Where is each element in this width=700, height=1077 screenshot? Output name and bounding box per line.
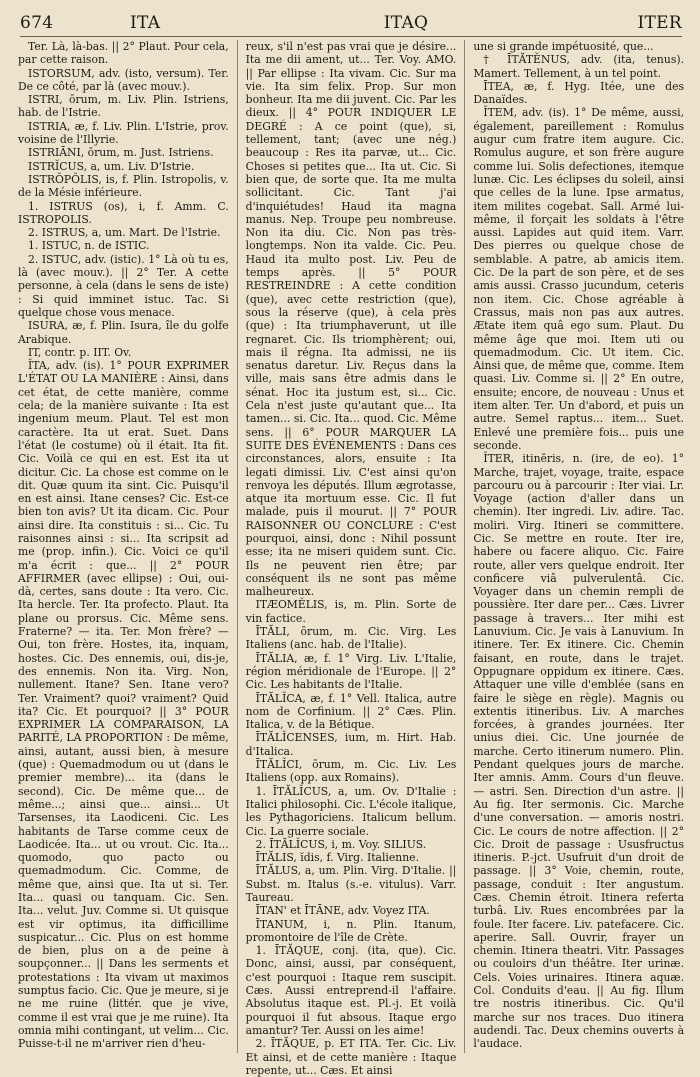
dictionary-entry: ĪTAN' et ĪTĀNE, adv. Voyez ITA. bbox=[255, 904, 430, 918]
dictionary-entry: IT, contr. p. IIT. Ov. bbox=[28, 345, 132, 359]
dictionary-entry: ĬTEM, adv. (is). 1° De même, aussi, également, pareillement : Romulus augur cum fratre item augure. Cic. Romulus augure, et son frère augure comme lui. Solis defectiones, itemque lunæ. Cic. Les éclipses du soleil, ainsi que celles de la lune. Ipse armatus, item milites cogebat. Sall. Armé lui-même, il forçait les soldats à l'être aussi. Lapides aut quid item. Varr. Des pierres ou quelque chose de semblable. A patre, ab amicis item. Cic. De la part de son père, et de ses amis aussi. Crasso jucundum, ceteris non item. Cic. Chose agréable à Crassus, mais non pas aux autres. Ætate item quâ ego sum. Plaut. Du même âge que moi. Item uti ou quemadmodum. Cic. Ut item. Cic. Ainsi que, de même que, comme. Item quasi. Liv. Comme si. || 2° En outre, ensuite; encore, de nouveau : Unus et item alter. Ter. Un d'abord, et puis un autre. Semel raptus... item... Suet. Enlevé une première fois... puis une seconde. bbox=[473, 106, 685, 452]
dictionary-entry: 2. ĪTĂQUE, p. ET ITA. Ter. Cic. Liv. Et ainsi, et de cette manière : Itaque repente, ut... Cæs. Et ainsi bbox=[245, 1037, 457, 1077]
dictionary-entry: ĪTĂLĬCENSES, ium, m. Hirt. Hab. d'Italica. bbox=[245, 731, 457, 758]
dictionary-entry: ISTRŎPŎLIS, is, f. Plin. Istropolis, v. de la Mésie inférieure. bbox=[18, 172, 229, 200]
dictionary-entry: ISURA, æ, f. Plin. Isura, île du golfe Arabique. bbox=[18, 319, 229, 346]
dictionary-entry: ĬTER, itinĕris, n. (ire, de eo). 1° Marche, trajet, voyage, traite, espace parcouru ou à parcourir : Iter viai. Lr. Voyage (action d'aller dans un chemin). Iter ingredi. Liv. adire. Tac. moliri. Virg. Itineri se committere. Cic. Se mettre en route. Iter ire, habere ou facere aliquo. Cic. Faire route, aller vers quelque endroit. Iter conficere viâ pulverulentâ. Cic. Voyager dans un chemin rempli de poussière. Iter dare per... Cæs. Livrer passage à travers... Iter mihi est Lanuvium. Cic. Je vais à Lanuvium. In itinere. Ter. Ex itinere. Cic. Chemin faisant, en route, dans le trajet. Oppugnare oppidum ex itinere. Cæs. Attaquer une ville d'emblée (sans en faire le siège en règle). Magnis ou extentis itineribus. Liv. A marches forcées, à grandes journées. Iter unius diei. Cic. Une journée de marche. Certo itinerum numero. Plin. Pendant quelques jours de marche. Iter amnis. Amm. Cours d'un fleuve. — astri. Sen. Direction d'un astre. || Au fig. Iter sermonis. Cic. Marche d'une conversation. — amoris nostri. Cic. Le cours de notre affection. || 2° Cic. Droit de passage : Ususfructus itineris. P.-jct. Usufruit d'un droit de passage. || 3° Voie, chemin, route, passage, conduit : Iter angustum. Cæs. Chemin étroit. Itinera referta turbâ. Liv. Rues encombrées par la foule. Iter facere. Liv. patefacere. Cic. aperire. Sall. Ouvrir, frayer un chemin. Itinera theatri. Vitr. Passages ou couloirs d'un théâtre. Iter urinæ. Cels. Voies urinaires. Itinera aquæ. Col. Conduits d'eau. || Au fig. Illum tre nostris itineribus. Cic. Qu'il marche sur nos traces. Duo itinera audendi. Tac. Deux chemins ouverts à l'audace. bbox=[473, 452, 685, 1051]
column-middle bbox=[245, 40, 457, 1077]
dictionary-entry: ISTRIA, æ, f. Liv. Plin. L'Istrie, prov. voisine de l'Illyrie. bbox=[18, 119, 229, 147]
dictionary-entry: ĪTEA, æ, f. Hyg. Itée, une des Danaïdes. bbox=[473, 79, 685, 107]
column-right bbox=[473, 40, 684, 1053]
dictionary-entry: ĪTANUM, i, n. Plin. Itanum, promontoire de l'île de Crète. bbox=[245, 917, 457, 944]
dictionary-entry: ISTRIĀNI, ōrum, m. Just. Istriens. bbox=[28, 146, 214, 160]
column-divider bbox=[464, 40, 465, 1053]
dictionary-entry: 2. ISTUC, adv. (istic). 1° Là où tu es, là (avec mouv.). || 2° Ter. A cette personne, à cela (dans le sens de iste) : Si quid imminet istuc. Tac. Si quelque chose vous menace. bbox=[18, 252, 229, 319]
dictionary-entry: Ter. Là, là-bas. || 2° Plaut. Pour cela, par cette raison. bbox=[18, 40, 229, 67]
dictionary-entry: ĪTĂLIS, ĭdis, f. Virg. Italienne. bbox=[255, 851, 420, 865]
dictionary-entry: ISTORSUM, adv. (isto, versum). Ter. De ce côté, par là (avec mouv.). bbox=[18, 66, 229, 93]
dictionary-entry: une si grande impétuosité, que... bbox=[473, 40, 654, 53]
column-left bbox=[18, 40, 229, 1053]
dictionary-entry: ISTRI, ōrum, m. Liv. Plin. Istriens, hab. de l'Istrie. bbox=[18, 93, 229, 120]
dictionary-entry: ITÆOMĔLIS, is, m. Plin. Sorte de vin factice. bbox=[245, 598, 457, 625]
page-number: 674 bbox=[20, 13, 54, 33]
dictionary-entry: ĪTĂLĬCA, æ, f. 1° Vell. Italica, autre nom de Corfinium. || 2° Cæs. Plin. Italica, v. de la Bétique. bbox=[245, 691, 457, 732]
dictionary-entry: reux, s'il n'est pas vrai que je désire... Ita me dii ament, ut... Ter. Voy. AMO. || Par ellipse : Ita vivam. Cic. Sur ma vie. Ita sim felix. Prop. Sur mon bonheur. Ita me dii juvent. Cic. Par les dieux. || 4° POUR INDIQUER LE DEGRÉ : A ce point (que), si, tellement, tant; (avec une nég.) beaucoup : Res ita parvæ, ut... Cic. Choses si petites que... Ita ut. Cic. Si bien que, de sorte que. Ita me multa sollicitant. Cic. Tant j'ai d'inquiétudes! Haud ita magna manus. Nep. Troupe peu nombreuse. Non ita diu. Cic. Non pas très-longtemps. Non ita valde. Cic. Peu. Haud ita multo post. Liv. Peu de temps après. || 5° POUR RESTREINDRE : A cette condition (que), avec cette restriction (que), sous la réserve (que), à cela près (que) : Ita triumphaverunt, ut ille regnaret. Cic. Ils triomphèrent; oui, mais il régna. Ita admissi, ne iis senatus daretur. Liv. Reçus dans la ville, mais sans être admis dans le sénat. Hoc ita justum est, si... Cic. Cela n'est juste qu'autant que... Ita tamen... si. Cic. Ita... quod. Cic. Même sens. || 6° POUR MARQUER LA SUITE DES ÉVÉNEMENTS : Dans ces circonstances, alors, ensuite : Ita legati dimissi. Liv. C'est ainsi qu'on renvoya les députés. Illum ægrotasse, atque ita mortuum esse. Cic. Il fut malade, puis il mourut. || 7° POUR RAISONNER OU CONCLURE : C'est pourquoi, ainsi, donc : Nihil possunt esse; ita ne miseri quidem sunt. Cic. Ils ne peuvent rien être; par conséquent ils ne sont pas même malheureux. bbox=[245, 40, 457, 599]
page-header bbox=[20, 10, 682, 37]
dictionary-entry: 1. ĪTĂLĬCUS, a, um. Ov. D'Italie : Italici philosophi. Cic. L'école italique, les Pythagoriciens. Italicum bellum. Cic. La guerre sociale. bbox=[245, 784, 457, 838]
dictionary-entry: ĪTĂLI, ōrum, m. Cic. Virg. Les Italiens (anc. hab. de l'Italie). bbox=[245, 625, 457, 652]
column-divider bbox=[237, 40, 238, 1053]
guide-word-center: ITAQ bbox=[383, 13, 429, 33]
dictionary-entry: ĪTĂLIA, æ, f. 1° Virg. Liv. L'Italie, région méridionale de l'Europe. || 2° Cic. Les habitants de l'Italie. bbox=[245, 651, 457, 692]
columns bbox=[18, 40, 685, 1077]
dictionary-entry: 1. ISTUC, n. de ISTIC. bbox=[28, 239, 150, 253]
guide-word-right: ITER bbox=[637, 13, 682, 33]
dictionary-entry: ĬTA, adv. (is). 1° POUR EXPRIMER L'ÉTAT OU LA MANIÈRE : Ainsi, dans cet état, de cette manière, comme cela; de la manière suivante : Ita est ingenium meum. Plaut. Tel est mon caractère. Ita ut erat. Suet. Dans l'état (le costume) où il était. Ita fit. Cic. Voilà ce qui en est. Est ita ut dicitur. Cic. La chose est comme on le dit. Quæ quum ita sint. Cic. Puisqu'il en est ainsi. Itane censes? Cic. Est-ce bien ton avis? Ut ita dicam. Cic. Pour ainsi dire. Ita constituis : si... Cic. Tu raisonnes ainsi : si... Ita scripsit ad me (prop. infin.). Cic. Voici ce qu'il m'a écrit : que... || 2° POUR AFFIRMER (avec ellipse) : Oui, oui-dà, certes, sans doute : Ita vero. Cic. Ita hercle. Ter. Ita profecto. Plaut. Ita plane ou prorsus. Cic. Même sens. Fraterne? — ita. Ter. Mon frère? — Oui, ton frère. Hostes, ita, inquam, hostes. Cic. Des ennemis, oui, dis-je, des ennemis. Non ita. Virg. Non, nullement. Itane? Sen. Itane vero? Ter. Vraiment? quoi? vraiment? Quid ita? Cic. Et pourquoi? || 3° POUR EXPRIMER LA COMPARAISON, LA PARITÉ, LA PROPORTION : De même, ainsi, autant, aussi bien, à mesure (que) : Quemadmodum ou ut (dans le premier membre)... ita (dans le second). Cic. De même que... de même...; ainsi que... ainsi... Ut Tarsenses, ita Laodiceni. Cic. Les habitants de Tarse comme ceux de Laodicée. Ita... ut ou vrout. Cic. Ita... quomodo, quo pacto ou quemadmodum. Cic. Comme, de même que, ainsi que. Ita ut si. Ter. Ita... quasi ou tanquam. Cic. Sen. Ita... velut. Juv. Comme si. Ut quisque est vir optimus, ita difficillime suspicatur... Cic. Plus on est homme de bien, plus on a de peine à soupçonner... || Dans les serments et protestations : Ita vivam ut maximos sumptus facio. Cic. Que je meure, si je ne me ruine (littér. que je vive, comme il est vrai que je me ruine). Ita omnia mihi contingant, ut velim... Cic. Puisse-t-il ne m'arriver rien d'heu- bbox=[18, 359, 229, 1051]
dictionary-entry: 1. ISTRUS (os), i, f. Amm. C. ISTROPOLIS. bbox=[18, 199, 229, 226]
dictionary-entry: † ĪTĂTĔNUS, adv. (ita, tenus). Mamert. Tellement, à un tel point. bbox=[473, 53, 685, 80]
dictionary-entry: ĪTĂLUS, a, um. Plin. Virg. D'Italie. || Subst. m. Italus (s.-e. vitulus). Varr. Taureau. bbox=[245, 864, 457, 904]
guide-word-left: ITA bbox=[130, 13, 161, 33]
dictionary-entry: 2. ĪTĂLĬCUS, i, m. Voy. SILIUS. bbox=[255, 837, 427, 851]
dictionary-entry: 1. ĪTĂQUE, conj. (ita, que). Cic. Donc, ainsi, aussi, par conséquent, c'est pourquoi : Itaque rem suscipit. Cæs. Aussi entreprend-il l'affaire. Absolutus itaque est. Pl.-j. Et voilà pourquoi il fut absous. Itaque ergo amantur? Ter. Aussi on les aime! bbox=[245, 944, 457, 1037]
dictionary-entry: 2. ISTRUS, a, um. Mart. De l'Istrie. bbox=[28, 226, 221, 240]
dictionary-entry: ISTRĬCUS, a, um. Liv. D'Istrie. bbox=[28, 159, 195, 173]
dictionary-entry: ĪTĂLĬCI, ōrum, m. Cic. Liv. Les Italiens (opp. aux Romains). bbox=[245, 758, 457, 785]
